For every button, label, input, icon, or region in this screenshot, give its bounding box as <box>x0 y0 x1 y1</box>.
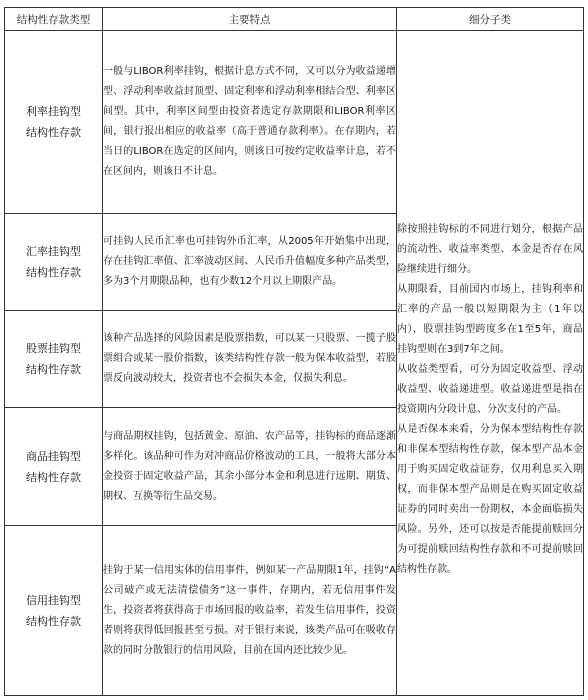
type-cell <box>5 214 103 311</box>
type-line: 结构性存款 <box>26 614 81 628</box>
type-cell <box>5 408 103 526</box>
header-type: 结构性存款类型 <box>5 8 103 31</box>
subcategory-paragraph: 从收益类型看，可分为固定收益型、浮动收益型、收益递进型。收益递进型是指在投资期内分段计息、分次支付的产品。 <box>397 364 583 415</box>
feature-cell: 该种产品选择的风险因素是股票指数，可以某一只股票、一揽子股票组合或某一股价指数，该类结构性存款一般为保本收益型，若股票反向波动较大，投资者也不会损失本金，仅损失利息。 <box>103 311 397 408</box>
header-features: 主要特点 <box>103 8 397 31</box>
type-line: 利率挂钩型 <box>26 105 81 118</box>
type-line: 汇率挂钩型 <box>26 245 81 258</box>
feature-cell: 挂钩于某一信用实体的信用事件，例如某一产品期限1年，挂钩“A公司破产或无法清偿债务”这一事件，存期内，若无信用事件发生，投资者将获得高于市场回报的收益率，若发生信用事件，投资者则将获得低回报甚至亏损。对于银行来说，该类产品可在吸收存款的同时分散银行的信用风险，目前在国内还比较少见。 <box>103 526 397 696</box>
type-line: 信用挂钩型 <box>26 593 81 607</box>
type-line: 商品挂钩型 <box>26 449 81 463</box>
type-cell <box>5 31 103 214</box>
type-line: 结构性存款 <box>26 363 81 376</box>
structured-deposit-table <box>4 7 584 696</box>
table-row <box>5 31 584 214</box>
subcategory-paragraph: 除按照挂钩标的不同进行划分，根据产品的流动性、收益率类型、本金是否存在风险继续进行细分。 <box>397 224 583 275</box>
feature-cell: 一般与LIBOR利率挂钩，根据计息方式不同，又可以分为收益递增型、浮动利率收益封顶型、固定利率和浮动利率相结合型、利率区间型。其中，利率区间型由投资者选定存款期限和LIBOR利率区间，银行报出相应的收益率（高于普通存款利率）。在存期内，若当日的LIBOR在选定的区间内，则该日可按约定收益率计息，若不在区间内，则该日不计息。 <box>103 31 397 214</box>
subcategory-cell <box>397 31 584 696</box>
subcategory-paragraph: 从是否保本来看，分为保本型结构性存款和非保本型结构性存款，保本型产品本金用于购买固定收益证券，仅用利息买入期权，而非保本型产品则是在购买固定收益证券的同时卖出一份期权，本金面临损失风险。另外，还可以按是否能提前赎回分为可提前赎回结构性存款和不可提前赎回结构性存款。 <box>397 424 583 575</box>
type-line: 结构性存款 <box>26 266 81 279</box>
type-line: 结构性存款 <box>26 126 81 139</box>
type-cell <box>5 311 103 408</box>
feature-cell: 与商品期权挂钩，包括黄金、原油、农产品等，挂钩标的商品逐渐多样化。该品种可作为对冲商品价格波动的工具，一般将大部分本金投资于固定收益产品，其余小部分本金和利息进行远期、期货、期权、互换等衍生品交易。 <box>103 408 397 526</box>
subcategory-body <box>397 146 583 580</box>
feature-cell: 可挂钩人民币汇率也可挂钩外币汇率，从2005年开始集中出现，存在挂钩汇率值、汇率波动区间、人民币升值幅度多种产品类型，多为3个月期限品种，也有少数12个月以上期限产品。 <box>103 214 397 311</box>
header-subcategory: 细分子类 <box>397 8 584 31</box>
type-cell <box>5 526 103 696</box>
subcategory-paragraph: 从期限看，目前国内市场上，挂钩利率和汇率的产品一般以短期限为主（1年以内），股票挂钩型跨度多在1至5年，商品挂钩型则在3到7年之间。 <box>397 284 583 355</box>
header-row <box>5 8 584 31</box>
type-line: 结构性存款 <box>26 470 81 484</box>
type-line: 股票挂钩型 <box>26 342 81 355</box>
